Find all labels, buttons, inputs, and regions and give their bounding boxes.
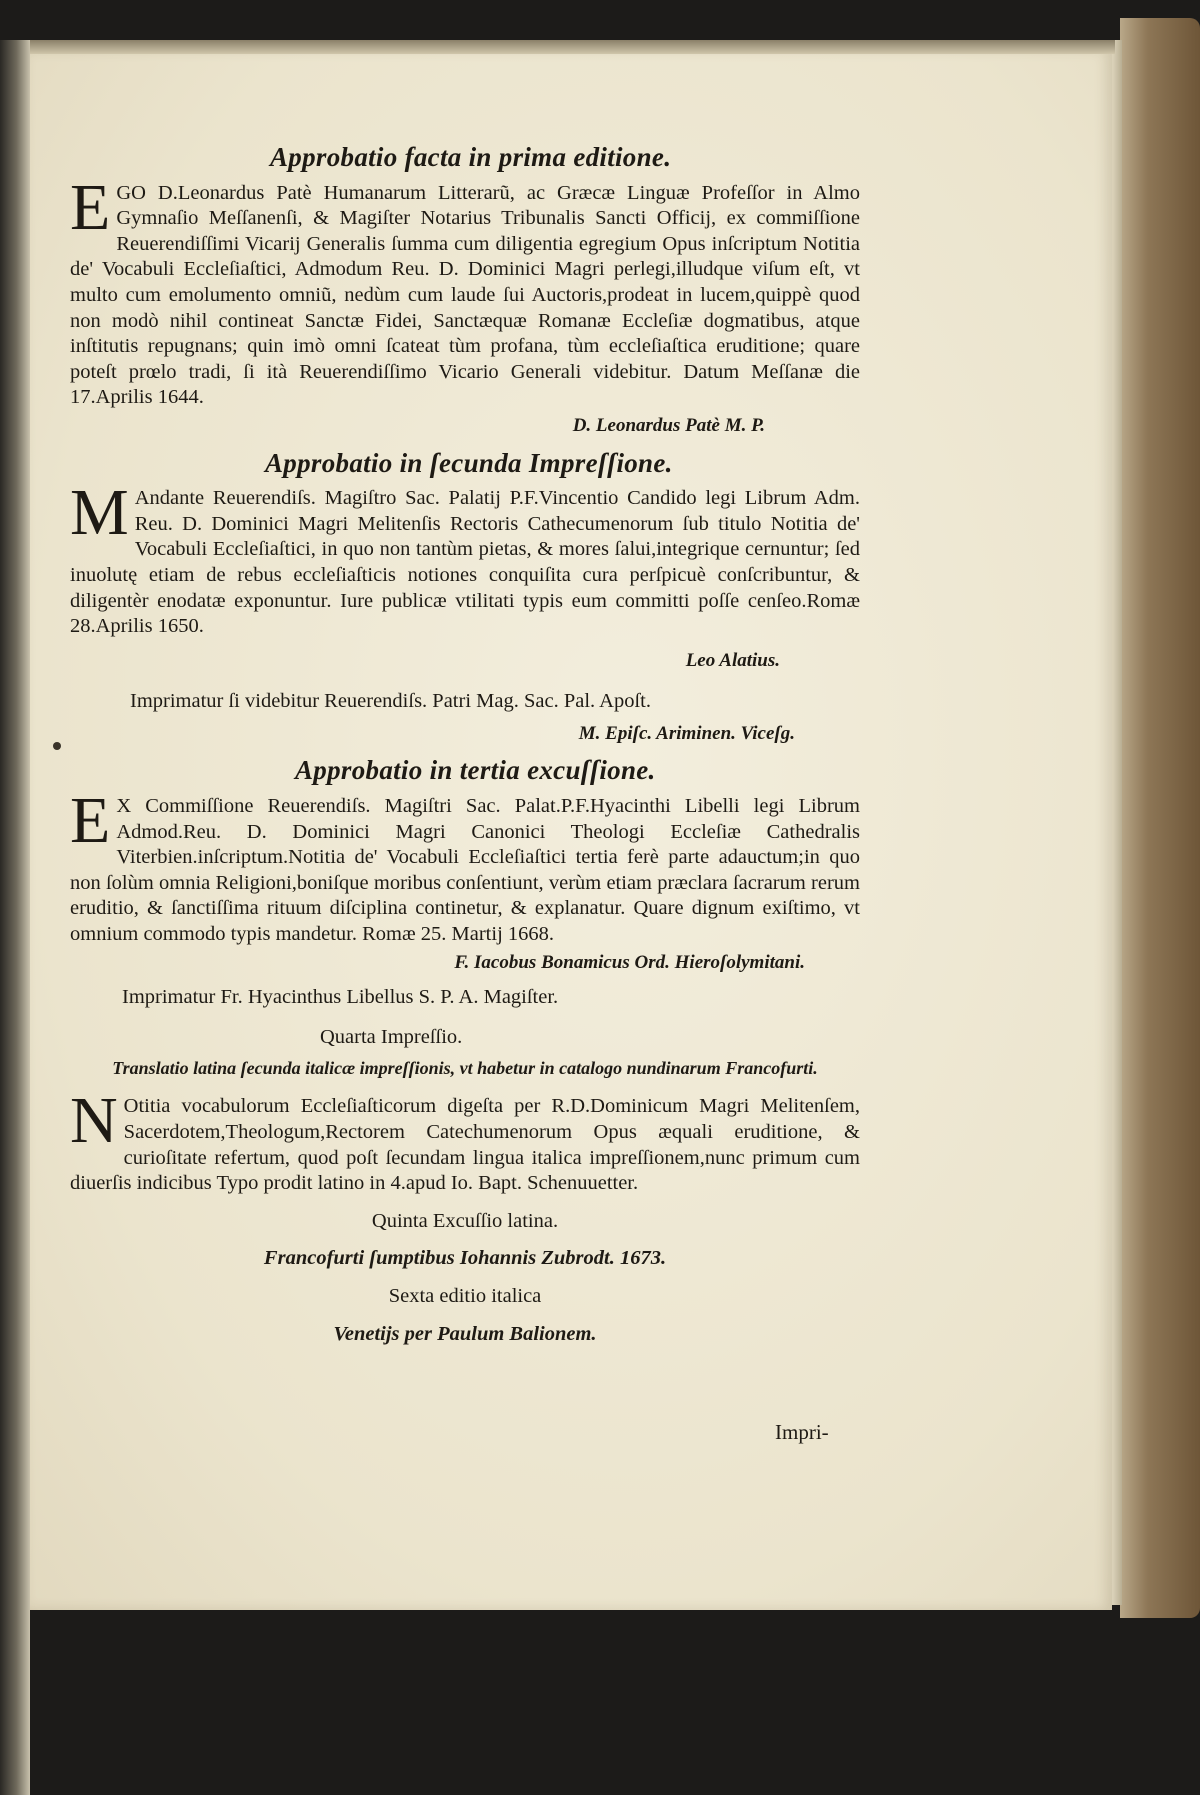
- sexta-editio: Sexta editio italica: [388, 1284, 542, 1307]
- paragraph-text: X Commiſſione Reuerendiſs. Magiſtri Sac. Palat.P.F.Hyacinthi Libelli legi Librum Admod.Reu. D. Dominici Magri Canonici Theologi Eccleſiæ Cathedralis Viterbien.inſcriptum.Notitia de' Vocabuli Eccleſiaſtici tertia ferè parte adauctum;in quo non ſolùm omnia Religioni,boniſque moribus conſentiunt, verùm etiam præclara ſacrarum rerum eruditio, & ſanctiſſima rituum diſciplina continetur, & explanatur. Quare dignum exiſtimo, vt omnium commodo typis mandetur. Romæ 25. Martij 1668.: [70, 795, 860, 946]
- paragraph-text: Otitia vocabulorum Eccleſiaſticorum digeſta per R.D.Dominicum Magri Melitenſem, Sacerdotem,Theologum,Rectorem Catechumenorum Opus æquali eruditione, & curioſitate refertum, quod poſt ſecundam lingua italica impreſſionem,nunc primum cum diuerſis indicibus Typo prodit latino in 4.apud Io. Bapt. Schenuuetter.: [70, 1095, 860, 1195]
- approbatio-tertia-paragraph: [70, 784, 860, 948]
- book-spine-left: [0, 40, 30, 1795]
- paragraph-text: Andante Reuerendiſs. Magiſtro Sac. Palatij P.F.Vincentio Candido legi Librum Adm. Reu. D. Dominici Magri Melitenſis Rectoris Cathecumenorum ſub titulo Notitia de' Vocabuli Eccleſiaſtici, in quo non tantùm pietas, & mores ſalui,integrique cernuntur; ſed inuolutę etiam de rebus eccleſiaſticis notiones conquiſita cura perſpicuè conſcribuntur, & diligentèr enodatæ exponuntur. Iure publicæ vtilitati typis eum committi poſſe cenſeo.Romæ 28.Aprilis 1650.: [70, 487, 860, 638]
- dropcap: N: [70, 1084, 118, 1158]
- paragraph-text: GO D.Leonardus Patè Humanarum Litterarũ, ac Græcæ Linguæ Profeſſor in Almo Gymnaſio Meſſanenſi, & Magiſter Notarius Tribunalis Sancti Officij, ex commiſſione Reuerendiſſimi Vicarij Generalis ſumma cum diligentia egregium Opus inſcriptum Notitia de' Vocabuli Eccleſiaſtici, Admodum Reu. D. Dominici Magri perlegi,illudque viſum eſt, vt multo cum emolumento omniũ, nedùm cum laude ſui Auctoris,prodeat in lucem,quippè quod non modò nihil contineat Sanctæ Fidei, Sanctæquæ Romanæ Eccleſiæ dogmatibus, atque inſtitutis repugnans; quin imò omni ſcateat tùm profana, tùm eccleſiaſtica eruditione; quare poteſt prœlo tradi, ſi ità Reuerendiſſimo Vicario Generali videbitur. Datum Meſſanæ die 17.Aprilis 1644.: [70, 181, 860, 409]
- francofurti-imprint: Francofurti ſumptibus Iohannis Zubrodt. 1673.: [263, 1247, 667, 1270]
- margin-dot: [53, 742, 61, 750]
- venetijs-imprint: Venetijs per Paulum Balionem.: [333, 1322, 597, 1345]
- book-cover-right: [1120, 18, 1200, 1618]
- quarta-impressio: Quarta Impreſſio.: [320, 1025, 463, 1048]
- imprimatur-first: Imprimatur ſi videbitur Reuerendiſs. Patri Mag. Sac. Pal. Apoſt.: [130, 690, 651, 713]
- page-text: [70, 142, 860, 1359]
- catchword: Impri-: [775, 1420, 829, 1444]
- signature-bonamicus: F. Iacobus Bonamicus Ord. Hieroſolymitani.: [454, 951, 805, 973]
- heading-secunda-impressione: Approbatio in ſecunda Impreſſione.: [265, 447, 673, 478]
- notitia-paragraph: [70, 1084, 860, 1196]
- translatio-note: Translatio latina ſecunda italicæ impreſſionis, vt habetur in catalogo nundinarum Francofurti.: [112, 1058, 818, 1079]
- dropcap: E: [70, 170, 111, 244]
- top-edge: [30, 40, 1115, 54]
- dropcap: M: [70, 476, 129, 550]
- signature-episcopus: M. Epiſc. Ariminen. Viceſg.: [578, 722, 795, 744]
- signature-pate: D. Leonardus Patè M. P.: [572, 414, 765, 436]
- imprimatur-second: Imprimatur Fr. Hyacinthus Libellus S. P. A. Magiſter.: [122, 986, 559, 1009]
- heading-tertia-excussione: Approbatio in tertia excuſſione.: [295, 755, 656, 786]
- dropcap: E: [70, 784, 111, 858]
- approbatio-secunda-paragraph: [70, 476, 860, 640]
- signature-alatius: Leo Alatius.: [685, 649, 780, 671]
- heading-prima-editione: Approbatio facta in prima editione.: [270, 142, 672, 172]
- approbatio-prima-paragraph: [70, 170, 860, 411]
- quinta-excussio: Quinta Excuſſio latina.: [371, 1209, 559, 1232]
